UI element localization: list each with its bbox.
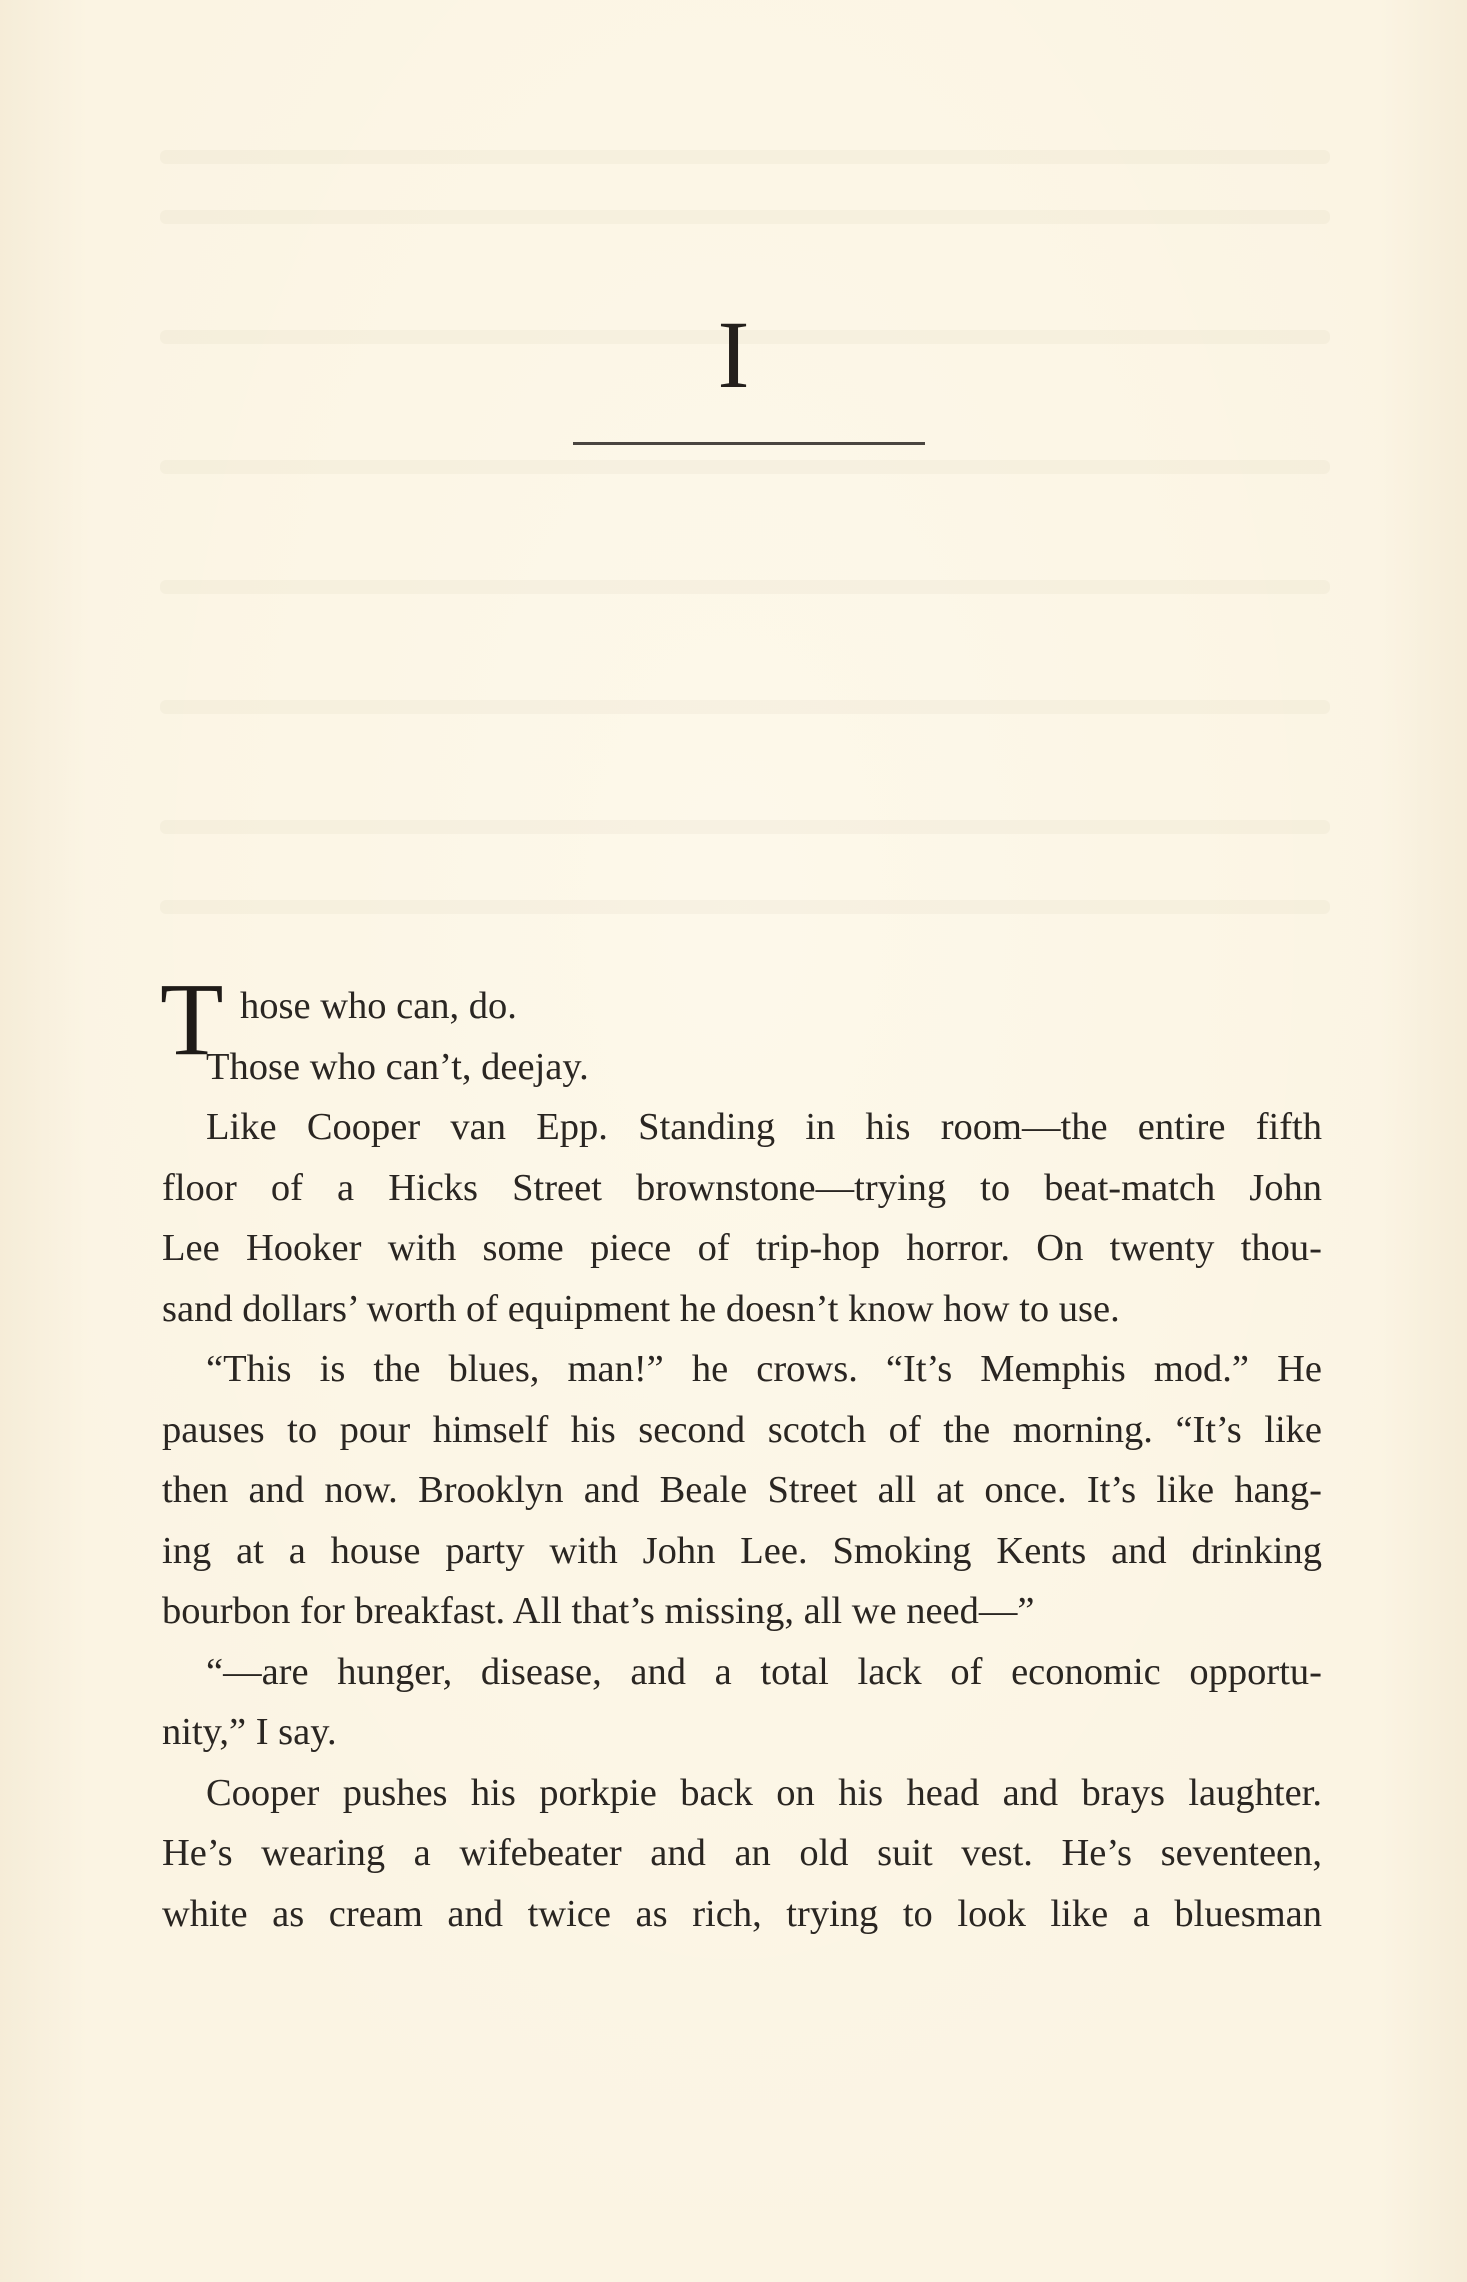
text-line: then and now. Brooklyn and Beale Street all at once. It’s like hang-	[162, 1469, 1322, 1511]
show-through-line	[160, 150, 1330, 164]
text-line: nity,” I say.	[162, 1711, 337, 1753]
show-through-line	[160, 460, 1330, 474]
show-through-line	[160, 700, 1330, 714]
text-line: Those who can’t, deejay.	[206, 1045, 589, 1088]
text-line: floor of a Hicks Street brownstone—trying to beat-match John	[162, 1166, 1322, 1209]
text-line: Lee Hooker with some piece of trip-hop horror. On twenty thou-	[162, 1227, 1322, 1269]
chapter-rule	[573, 442, 925, 445]
text-line: white as cream and twice as rich, trying to look like a bluesman	[162, 1892, 1322, 1935]
text-line: ing at a house party with John Lee. Smoking Kents and drinking	[162, 1529, 1322, 1572]
text-line: Like Cooper van Epp. Standing in his room—the entire fifth	[206, 1106, 1322, 1148]
text-line: pauses to pour himself his second scotch of the morning. “It’s like	[162, 1408, 1322, 1451]
text-line: hose who can, do.	[240, 985, 517, 1027]
drop-cap: T	[160, 962, 224, 1077]
text-line: He’s wearing a wifebeater and an old suit vest. He’s seventeen,	[162, 1832, 1322, 1874]
show-through-line	[160, 820, 1330, 834]
text-line: “—are hunger, disease, and a total lack of economic opportu-	[206, 1650, 1322, 1693]
show-through-line	[160, 580, 1330, 594]
chapter-number: I	[717, 301, 750, 408]
text-line: Cooper pushes his porkpie back on his head and brays laughter.	[206, 1771, 1322, 1814]
text-line: sand dollars’ worth of equipment he doesn’t know how to use.	[162, 1287, 1120, 1330]
text-line: “This is the blues, man!” he crows. “It’s Memphis mod.” He	[206, 1348, 1322, 1390]
show-through-line	[160, 900, 1330, 914]
show-through-line	[160, 210, 1330, 224]
text-line: bourbon for breakfast. All that’s missing, all we need—”	[162, 1590, 1035, 1632]
body-text	[162, 976, 1322, 1944]
